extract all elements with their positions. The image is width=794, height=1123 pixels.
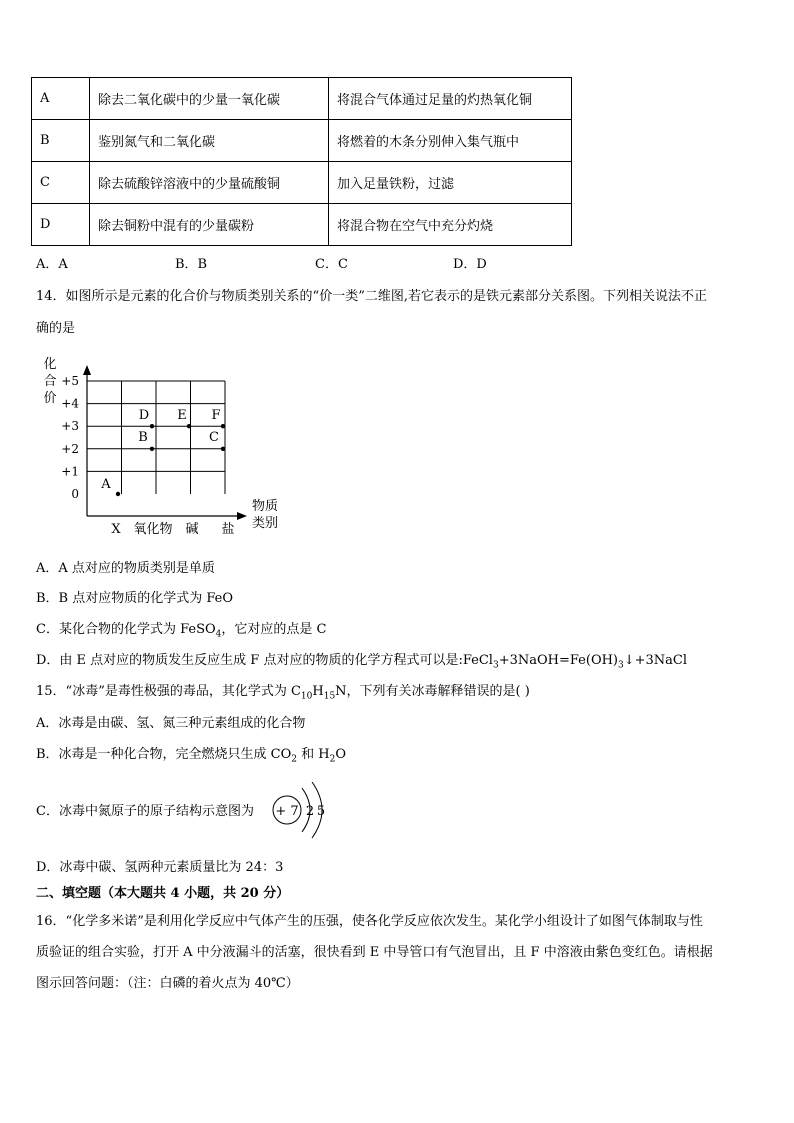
nucleus-charge: + 7 <box>275 804 299 819</box>
nitrogen-atom-diagram <box>270 780 340 842</box>
shell-2-electrons: 5 <box>316 804 326 819</box>
q14-option-d-mid: +3NaOH=Fe(OH) <box>498 653 619 668</box>
q14-option-c-tail: ，它对应的点是 C <box>221 622 327 637</box>
q14-option-a[interactable]: A．A 点对应的物质类别是单质 <box>36 561 215 576</box>
subscript: 3 <box>618 660 624 671</box>
q15-option-d[interactable]: D．冰毒中碳、氢两种元素质量比为 24：3 <box>36 860 284 875</box>
subscript: 3 <box>492 660 499 671</box>
q15-option-b[interactable] <box>36 743 346 765</box>
q14-option-c-text: C．某化合物的化学式为 FeSO <box>36 622 216 637</box>
table-cell-option: A <box>32 78 90 120</box>
table-cell-method: 将混合物在空气中充分灼烧 <box>329 204 572 246</box>
table-cell-purpose: 除去硫酸锌溶液中的少量硫酸铜 <box>90 162 329 204</box>
data-point-label-B: B <box>138 429 148 445</box>
q13-choice-a[interactable]: A．A <box>36 257 68 272</box>
y-tick-label: +2 <box>61 441 79 456</box>
q15-stem-a: 15．“冰毒”是毒性极强的毒品，其化学式为 C <box>36 684 301 699</box>
q13-choice-d[interactable]: D．D <box>453 257 487 272</box>
q15-stem-b: N，下列有关冰毒解释错误的是( ) <box>335 684 530 699</box>
data-point-label-C: C <box>209 429 219 445</box>
x-tick-label: 碱 <box>185 522 199 537</box>
q14-option-b[interactable]: B．B 点对应物质的化学式为 FeO <box>36 591 234 606</box>
q15-option-b-tail: O <box>335 747 347 762</box>
y-axis-label: 合 <box>43 374 57 389</box>
y-tick-label: +4 <box>61 396 79 411</box>
data-point-D <box>150 424 154 428</box>
q13-choice-c[interactable]: C．C <box>315 257 348 272</box>
table-row <box>32 120 572 162</box>
y-axis-label: 化 <box>43 357 57 372</box>
table-cell-purpose: 鉴别氮气和二氧化碳 <box>90 120 329 162</box>
q14-option-d[interactable] <box>36 649 687 671</box>
table-cell-option: D <box>32 204 90 246</box>
data-point-F <box>221 424 225 428</box>
data-point-label-E: E <box>177 408 187 424</box>
table-cell-purpose: 除去二氧化碳中的少量一氧化碳 <box>90 78 329 120</box>
question-13-table <box>31 77 572 246</box>
data-point-E <box>187 424 191 428</box>
subscript: 10 <box>300 691 313 702</box>
shell-1-electrons: 2 <box>305 804 315 819</box>
data-point-label-A: A <box>101 477 111 492</box>
x-tick-label: 氧化物 <box>133 522 173 537</box>
subscript: 2 <box>329 754 336 765</box>
y-tick-label: +1 <box>61 464 79 479</box>
table-cell-method: 加入足量铁粉，过滤 <box>329 162 572 204</box>
y-axis-label: 价 <box>43 391 57 406</box>
q16-line2: 质验证的组合实验，打开 A 中分液漏斗的活塞，很快看到 E 中导管口有气泡冒出，且 F 中溶液由紫色变红色。请根据 <box>36 945 713 960</box>
table-cell-option: B <box>32 120 90 162</box>
q14-option-c[interactable] <box>36 618 326 640</box>
q14-stem-line1: 14．如图所示是元素的化合价与物质类别关系的“价一类”二维图,若它表示的是铁元素部分关系图。下列相关说法不正 <box>36 289 707 304</box>
y-tick-label: +5 <box>61 374 79 388</box>
q15-option-b-mid: 和 H <box>297 747 330 762</box>
q14-stem-line2: 确的是 <box>36 321 76 336</box>
table-row <box>32 204 572 246</box>
x-axis-label: 类别 <box>251 516 279 531</box>
x-tick-label: X <box>111 522 121 537</box>
q15-option-a[interactable]: A．冰毒是由碳、氢、氮三种元素组成的化合物 <box>36 716 306 731</box>
q13-choice-b[interactable]: B．B <box>175 257 208 272</box>
data-point-A <box>116 492 120 496</box>
y-tick-label: +3 <box>61 419 79 434</box>
x-axis-arrow <box>237 512 247 520</box>
subscript: 15 <box>323 691 336 702</box>
q15-stem <box>36 680 530 702</box>
q15-option-b-text: B．冰毒是一种化合物，完全燃烧只生成 CO <box>36 747 292 762</box>
q16-line3: 图示回答问题：（注：白磷的着火点为 40℃） <box>36 976 299 991</box>
table-row <box>32 78 572 120</box>
subscript: 2 <box>291 754 298 765</box>
x-tick-label: 盐 <box>221 522 235 537</box>
section-heading: 二、填空题（本大题共 4 小题，共 20 分） <box>36 886 290 901</box>
q14-option-d-tail: ↓+3NaCl <box>623 653 688 668</box>
table-cell-purpose: 除去铜粉中混有的少量碳粉 <box>90 204 329 246</box>
q14-option-d-text: D．由 E 点对应的物质发生反应生成 F 点对应的物质的化学方程式可以是:FeCl <box>36 653 493 668</box>
data-point-label-F: F <box>211 408 221 424</box>
data-point-C <box>221 447 225 451</box>
table-cell-method: 将燃着的木条分别伸入集气瓶中 <box>329 120 572 162</box>
data-point-label-D: D <box>138 408 150 424</box>
table-row <box>32 162 572 204</box>
table-cell-option: C <box>32 162 90 204</box>
y-tick-label: 0 <box>71 487 79 501</box>
x-axis-label: 物质 <box>251 499 279 514</box>
table-cell-method: 将混合气体通过足量的灼热氧化铜 <box>329 78 572 120</box>
y-axis-arrow <box>83 365 91 375</box>
data-point-B <box>150 447 154 451</box>
subscript: 4 <box>215 629 222 640</box>
q15-stem-h: H <box>312 684 324 699</box>
q16-line1: 16．“化学多米诺”是利用化学反应中气体产生的压强，使各化学反应依次发生。某化学小组设计了如图气体制取与性 <box>36 914 703 929</box>
q15-option-c[interactable]: C．冰毒中氮原子的原子结构示意图为 <box>36 804 254 819</box>
